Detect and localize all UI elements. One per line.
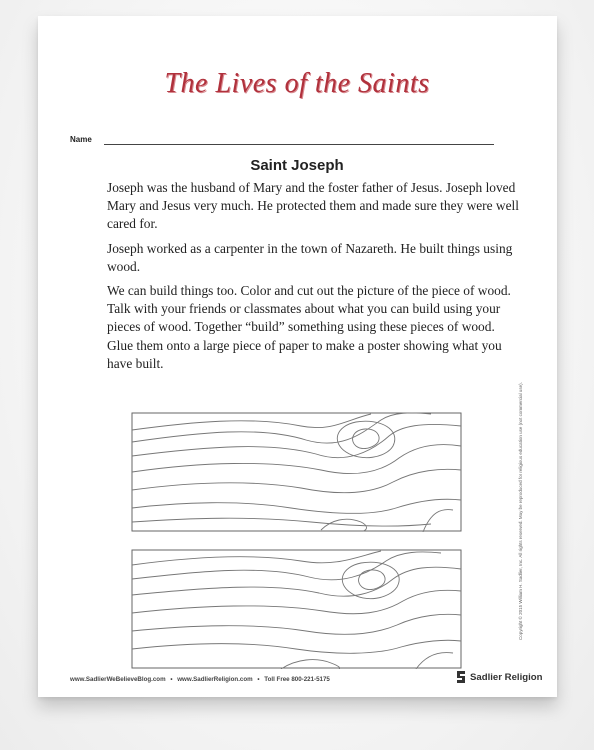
footer-links [70, 676, 330, 683]
name-field [70, 133, 494, 149]
name-label: Name [70, 135, 92, 144]
paragraph-1: Joseph was the husband of Mary and the foster father of Jesus. Joseph loved Mary and Jesus very much. He protected them and made sure they were well cared for. [107, 180, 519, 232]
footer-separator: • [257, 676, 260, 683]
worksheet-title: The Lives of the Saints [164, 68, 430, 99]
sadlier-religion-logo [455, 670, 543, 684]
wood-plank-illustration [131, 549, 462, 669]
saint-heading: Saint Joseph [250, 157, 344, 174]
wood-plank-illustration [131, 412, 462, 532]
phone-number: Toll Free 800-221-5175 [264, 676, 330, 683]
wood-grain-icon [131, 412, 462, 532]
paragraph-2: Joseph worked as a carpenter in the town of Nazareth. He built things using wood. [107, 240, 513, 274]
footer-separator: • [170, 676, 173, 683]
brand-name: Sadlier Religion [470, 671, 543, 683]
copyright-notice: Copyright © 2015 William H. Sadlier, Inc. All rights reserved. May be reproduced for religious education use (not commercial use). [518, 382, 523, 640]
paragraph-3: We can build things too. Color and cut out the picture of the piece of wood. Talk with your friends or classmates about what you can build using your pieces of wood. Together “build” something using these pieces of wood. Glue them onto a large piece of paper to make a poster showing what you have built. [107, 283, 511, 371]
wood-grain-icon [131, 549, 462, 669]
blog-link[interactable]: www.SadlierWeBelieveBlog.com [70, 676, 166, 683]
instruction-text [107, 179, 522, 379]
name-underline [104, 144, 494, 145]
site-link[interactable]: www.SadlierReligion.com [177, 676, 253, 683]
sadlier-s-icon [455, 670, 467, 684]
